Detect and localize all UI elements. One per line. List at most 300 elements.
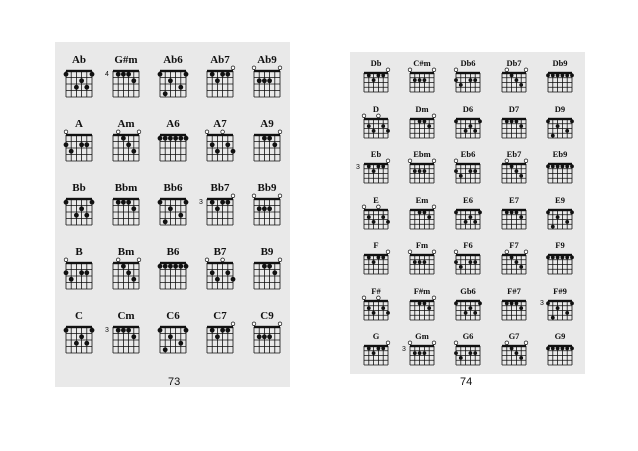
chord-diagram [402, 240, 442, 277]
chord-diagram [540, 286, 580, 323]
finger-dot [367, 306, 371, 310]
nut-bar [456, 208, 480, 210]
finger-dot [510, 301, 514, 305]
chord-diagram [106, 118, 146, 164]
nut-bar [254, 70, 280, 72]
finger-dot [262, 136, 267, 141]
open-string-marker [408, 250, 412, 254]
page-number-left: 73 [168, 376, 181, 388]
chord-name: Bbm [114, 182, 138, 194]
finger-dot [116, 200, 121, 205]
chord-diagram [402, 149, 442, 186]
chord-diagram [540, 104, 580, 141]
finger-dot [220, 72, 225, 77]
chord-name: F7 [509, 240, 519, 250]
open-string-marker [454, 159, 458, 163]
fretboard-grid [250, 194, 284, 228]
fretboard-grid [62, 194, 96, 228]
fretboard-grid [360, 296, 392, 323]
open-string-marker [432, 250, 436, 254]
finger-dot [126, 328, 131, 333]
open-string-marker [505, 341, 509, 345]
chord-diagram [540, 331, 580, 368]
finger-dot [184, 264, 189, 269]
finger-dot [372, 260, 376, 264]
finger-dot [184, 328, 189, 333]
open-string-marker [432, 296, 436, 300]
nut-bar [456, 254, 480, 256]
chord-name: D7 [508, 103, 520, 114]
finger-dot [418, 78, 422, 82]
nut-bar [113, 198, 139, 200]
fretboard-grid [406, 341, 438, 368]
finger-dot [413, 260, 417, 264]
fretboard-grid [109, 66, 143, 100]
finger-dot [210, 72, 215, 77]
open-string-marker [231, 66, 235, 70]
finger-dot [215, 206, 220, 211]
chord-name: B [75, 246, 83, 258]
chord-name: Dm [415, 103, 429, 114]
finger-dot [556, 346, 560, 350]
chord-name: F6 [463, 240, 473, 250]
fretboard-grid [498, 68, 530, 95]
finger-dot [215, 149, 220, 154]
chord-name: Ebm [413, 149, 431, 159]
fretboard-grid [452, 250, 484, 277]
finger-dot [427, 306, 431, 310]
chord-diagram [356, 286, 396, 323]
finger-dot [459, 83, 463, 87]
finger-dot [178, 136, 183, 141]
fretboard-grid [544, 341, 576, 368]
chord-diagram [247, 182, 287, 228]
finger-dot [515, 169, 519, 173]
finger-dot [570, 119, 574, 123]
finger-dot [478, 210, 482, 214]
nut-bar [160, 262, 186, 264]
open-string-marker [278, 322, 282, 326]
finger-dot [546, 255, 550, 259]
finger-dot [561, 255, 565, 259]
finger-dot [565, 310, 569, 314]
finger-dot [546, 301, 550, 305]
finger-dot [423, 210, 427, 214]
finger-dot [377, 346, 381, 350]
open-string-marker [252, 66, 256, 70]
fretboard-grid [544, 114, 576, 141]
finger-dot [367, 255, 371, 259]
finger-dot [225, 142, 230, 147]
nut-bar [548, 163, 572, 165]
finger-dot [257, 206, 262, 211]
finger-dot [473, 310, 477, 314]
chord-diagram [59, 246, 99, 292]
finger-dot [220, 328, 225, 333]
fretboard-grid [109, 130, 143, 164]
finger-dot [510, 255, 514, 259]
finger-dot [262, 334, 267, 339]
finger-dot [257, 78, 262, 83]
chord-name: Fm [415, 240, 429, 250]
chord-diagram [448, 195, 488, 232]
chord-name: C6 [166, 310, 180, 322]
open-string-marker [505, 159, 509, 163]
finger-dot [510, 119, 514, 123]
fretboard-grid [498, 205, 530, 232]
chord-name: Ab [71, 54, 87, 66]
open-string-marker [505, 68, 509, 72]
chord-diagram [356, 240, 396, 277]
finger-dot [272, 270, 277, 275]
nut-bar [207, 326, 233, 328]
finger-dot [570, 346, 574, 350]
finger-dot [121, 72, 126, 77]
chord-name: F [373, 240, 379, 250]
open-string-marker [454, 341, 458, 345]
open-string-marker [362, 114, 366, 118]
nut-bar [254, 326, 280, 328]
fretboard-grid [406, 296, 438, 323]
finger-dot [418, 301, 422, 305]
open-string-marker [205, 258, 209, 262]
finger-dot [381, 124, 385, 128]
fretboard-grid [544, 68, 576, 95]
chord-name: G9 [554, 331, 566, 341]
nut-bar [410, 254, 434, 256]
finger-dot [215, 277, 220, 282]
chord-diagram [402, 286, 442, 323]
chord-name: Eb7 [506, 149, 522, 159]
fretboard-grid [250, 258, 284, 292]
chord-diagram [106, 182, 146, 228]
finger-dot [381, 255, 385, 259]
finger-dot [262, 264, 267, 269]
chord-diagram [540, 240, 580, 277]
finger-dot [546, 119, 550, 123]
chord-diagram [494, 104, 534, 141]
fretboard-grid [498, 341, 530, 368]
nut-bar [66, 134, 92, 136]
chord-name: F#7 [507, 285, 521, 296]
nut-bar [502, 117, 526, 119]
finger-dot [427, 124, 431, 128]
chord-name: Eb9 [552, 149, 568, 159]
nut-bar [207, 70, 233, 72]
chord-diagram [494, 58, 534, 95]
finger-dot [459, 265, 463, 269]
fretboard-grid [406, 114, 438, 141]
finger-dot [163, 91, 168, 96]
finger-dot [464, 219, 468, 223]
chord-diagram [402, 331, 442, 368]
finger-dot [184, 136, 189, 141]
finger-dot [473, 260, 477, 264]
finger-dot [79, 270, 84, 275]
finger-dot [570, 210, 574, 214]
fretboard-grid [109, 258, 143, 292]
finger-dot [158, 328, 163, 333]
open-string-marker [432, 205, 436, 209]
chord-diagram [402, 195, 442, 232]
nut-bar [364, 345, 388, 347]
finger-dot [515, 260, 519, 264]
nut-bar [410, 208, 434, 210]
nut-bar [364, 208, 388, 210]
finger-dot [570, 73, 574, 77]
chord-name: A6 [166, 118, 180, 130]
nut-bar [207, 134, 233, 136]
fretboard-grid [406, 250, 438, 277]
fretboard-grid [203, 258, 237, 292]
finger-dot [381, 215, 385, 219]
chord-name: Ab7 [210, 54, 230, 66]
finger-dot [423, 119, 427, 123]
fretboard-grid [250, 130, 284, 164]
nut-bar [364, 117, 388, 119]
finger-dot [386, 310, 390, 314]
open-string-marker [432, 68, 436, 72]
nut-bar [548, 117, 572, 119]
nut-bar [160, 198, 186, 200]
finger-dot [551, 255, 555, 259]
nut-bar [113, 134, 139, 136]
finger-dot [163, 219, 168, 224]
open-string-marker [116, 130, 120, 134]
open-string-marker [432, 159, 436, 163]
open-string-marker [408, 159, 412, 163]
nut-bar [66, 262, 92, 264]
nut-bar [66, 326, 92, 328]
chord-name: Db [370, 58, 382, 68]
open-string-marker [278, 194, 282, 198]
finger-dot [551, 164, 555, 168]
finger-dot [570, 255, 574, 259]
chord-name: G#m [114, 54, 138, 66]
open-string-marker [362, 296, 366, 300]
open-string-marker [386, 341, 390, 345]
open-string-marker [205, 130, 209, 134]
page-number-right: 74 [460, 376, 473, 388]
finger-dot [257, 334, 262, 339]
finger-dot [510, 346, 514, 350]
finger-dot [168, 136, 173, 141]
fretboard-grid [452, 114, 484, 141]
finger-dot [570, 164, 574, 168]
chord-diagram [540, 149, 580, 186]
nut-bar [66, 198, 92, 200]
chord-diagram [59, 310, 99, 356]
chord-name: F#m [413, 285, 431, 296]
finger-dot [84, 270, 89, 275]
open-string-marker [524, 250, 528, 254]
finger-dot [561, 346, 565, 350]
chord-name: F9 [555, 240, 565, 250]
nut-bar [364, 254, 388, 256]
finger-dot [570, 301, 574, 305]
fretboard-grid [203, 130, 237, 164]
finger-dot [84, 341, 89, 346]
fretboard-grid [156, 322, 190, 356]
fretboard-grid [156, 66, 190, 100]
finger-dot [272, 142, 277, 147]
chord-diagram [59, 54, 99, 100]
fretboard-grid [156, 258, 190, 292]
nut-bar [364, 163, 388, 165]
finger-dot [386, 219, 390, 223]
finger-dot [551, 133, 555, 137]
chord-name: E9 [555, 194, 565, 205]
nut-bar [548, 345, 572, 347]
finger-dot [372, 219, 376, 223]
finger-dot [423, 301, 427, 305]
fretboard-grid [250, 322, 284, 356]
finger-dot [469, 169, 473, 173]
fretboard-grid [452, 159, 484, 186]
finger-dot [473, 351, 477, 355]
chord-name: B6 [166, 246, 180, 258]
finger-dot [90, 328, 95, 333]
nut-bar [207, 198, 233, 200]
fretboard-grid [498, 159, 530, 186]
finger-dot [551, 346, 555, 350]
finger-dot [510, 210, 514, 214]
finger-dot [367, 164, 371, 168]
finger-dot [168, 206, 173, 211]
chord-diagram [200, 182, 240, 228]
finger-dot [413, 169, 417, 173]
chord-name: Cm [117, 310, 135, 322]
chord-diagram [247, 54, 287, 100]
finger-dot [184, 72, 189, 77]
chord-diagram [59, 118, 99, 164]
chord-name: Em [415, 194, 429, 205]
finger-dot [158, 264, 163, 269]
open-string-marker [278, 66, 282, 70]
finger-dot [505, 210, 509, 214]
open-string-marker [252, 322, 256, 326]
open-string-marker [454, 250, 458, 254]
open-string-marker [377, 296, 381, 300]
finger-dot [231, 277, 236, 282]
chord-diagram [356, 195, 396, 232]
nut-bar [113, 326, 139, 328]
open-string-marker [377, 205, 381, 209]
chord-diagram [200, 118, 240, 164]
open-string-marker [64, 258, 68, 262]
open-string-marker [408, 68, 412, 72]
finger-dot [546, 73, 550, 77]
finger-dot [381, 73, 385, 77]
open-string-marker [386, 250, 390, 254]
finger-dot [116, 72, 121, 77]
chord-diagram [247, 118, 287, 164]
finger-dot [131, 334, 136, 339]
finger-dot [210, 200, 215, 205]
finger-dot [121, 264, 126, 269]
finger-dot [381, 306, 385, 310]
fretboard-grid [544, 205, 576, 232]
fretboard-grid [544, 159, 576, 186]
finger-dot [510, 164, 514, 168]
chord-diagram [153, 54, 193, 100]
fretboard-grid [203, 194, 237, 228]
fret-position-number: 3 [540, 300, 544, 307]
finger-dot [210, 142, 215, 147]
open-string-marker [362, 205, 366, 209]
chord-diagram [59, 182, 99, 228]
chord-name: Bb9 [257, 182, 277, 194]
finger-dot [519, 306, 523, 310]
finger-dot [84, 142, 89, 147]
fretboard-grid [62, 322, 96, 356]
finger-dot [69, 149, 74, 154]
finger-dot [469, 260, 473, 264]
nut-bar [254, 262, 280, 264]
finger-dot [210, 328, 215, 333]
finger-dot [163, 264, 168, 269]
finger-dot [423, 78, 427, 82]
chord-diagram [106, 54, 146, 100]
chord-name: A7 [213, 118, 227, 130]
finger-dot [418, 119, 422, 123]
chord-diagram [494, 286, 534, 323]
chord-name: Db7 [506, 58, 522, 68]
finger-dot [64, 72, 69, 77]
nut-bar [502, 163, 526, 165]
fret-position-number: 3 [402, 345, 406, 353]
finger-dot [556, 255, 560, 259]
chord-diagram [106, 246, 146, 292]
finger-dot [515, 210, 519, 214]
chord-name: Eb [370, 149, 382, 159]
finger-dot [454, 351, 458, 355]
finger-dot [84, 213, 89, 218]
finger-dot [225, 328, 230, 333]
fretboard-grid [406, 159, 438, 186]
finger-dot [267, 136, 272, 141]
finger-dot [556, 215, 560, 219]
fretboard-grid [156, 194, 190, 228]
open-string-marker [454, 68, 458, 72]
finger-dot [163, 347, 168, 352]
finger-dot [79, 334, 84, 339]
finger-dot [126, 200, 131, 205]
finger-dot [565, 128, 569, 132]
open-string-marker [408, 341, 412, 345]
chord-diagram [402, 58, 442, 95]
finger-dot [158, 200, 163, 205]
finger-dot [126, 72, 131, 77]
nut-bar [456, 117, 480, 119]
finger-dot [116, 328, 121, 333]
nut-bar [502, 299, 526, 301]
nut-bar [160, 134, 186, 136]
finger-dot [556, 164, 560, 168]
open-string-marker [252, 194, 256, 198]
finger-dot [178, 264, 183, 269]
finger-dot [131, 277, 136, 282]
open-string-marker [137, 130, 141, 134]
nut-bar [160, 70, 186, 72]
finger-dot [210, 270, 215, 275]
chord-diagram [153, 118, 193, 164]
fret-position-number: 3 [105, 327, 109, 334]
open-string-marker [278, 258, 282, 262]
finger-dot [478, 119, 482, 123]
nut-bar [456, 163, 480, 165]
finger-dot [454, 169, 458, 173]
